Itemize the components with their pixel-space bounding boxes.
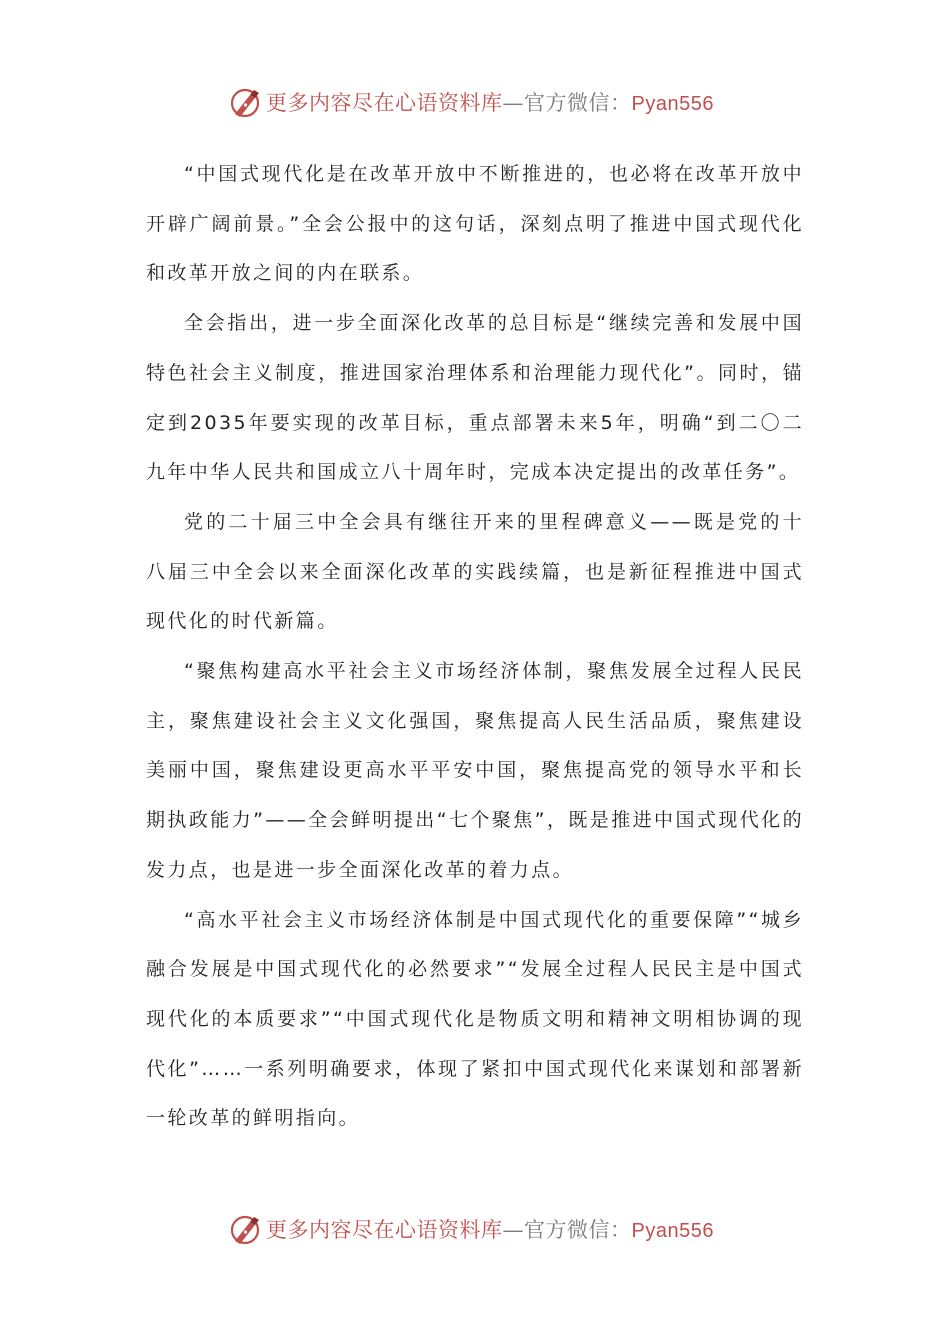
document-body [146,150,804,1144]
banner-wechat-label: —官方微信： [502,90,632,115]
paragraph-3: 党的二十届三中全会具有继往开来的里程碑意义——既是党的十八届三中全会以来全面深化改革的实践续篇，也是新征程推进中国式现代化的时代新篇。 [146,510,804,633]
banner-wechat-id: Pyan556 [631,1219,714,1242]
banner-wechat-label: —官方微信： [502,1217,632,1242]
paragraph-5: “高水平社会主义市场经济体制是中国式现代化的重要保障”“城乡融合发展是中国式现代化的必然要求”“发展全过程人民民主是中国式现代化的本质要求”“中国式现代化是物质文明和精神文明相协调的现代化”……一系列明确要求，体现了紧扣中国式现代化来谋划和部署新一轮改革的鲜明指向。 [146,908,804,1130]
paragraph-1: “中国式现代化是在改革开放中不断推进的，也必将在改革开放中开辟广阔前景。”全会公报中的这句话，深刻点明了推进中国式现代化和改革开放之间的内在联系。 [146,163,804,285]
pen-nib-logo-icon [228,86,262,120]
header-banner [228,86,748,120]
banner-text [266,86,714,121]
footer-banner [228,1213,748,1247]
banner-main-text: 更多内容尽在心语资料库 [266,90,503,115]
paragraph-4: “聚焦构建高水平社会主义市场经济体制，聚焦发展全过程人民民主，聚焦建设社会主义文化强国，聚焦提高人民生活品质，聚焦建设美丽中国，聚焦建设更高水平平安中国，聚焦提高党的领导水平和长期执政能力”——全会鲜明提出“七个聚焦”，既是推进中国式现代化的发力点，也是进一步全面深化改革的着力点。 [146,660,804,881]
paragraph-2: 全会指出，进一步全面深化改革的总目标是“继续完善和发展中国特色社会主义制度，推进国家治理体系和治理能力现代化”。同时，锚定到2035年要实现的改革目标，重点部署未来5年，明确“到二〇二九年中华人民共和国成立八十周年时，完成本决定提出的改革任务”。 [146,312,804,484]
banner-text [266,1213,714,1248]
banner-wechat-id: Pyan556 [631,92,714,115]
pen-nib-logo-icon [228,1213,262,1247]
banner-main-text: 更多内容尽在心语资料库 [266,1217,503,1242]
